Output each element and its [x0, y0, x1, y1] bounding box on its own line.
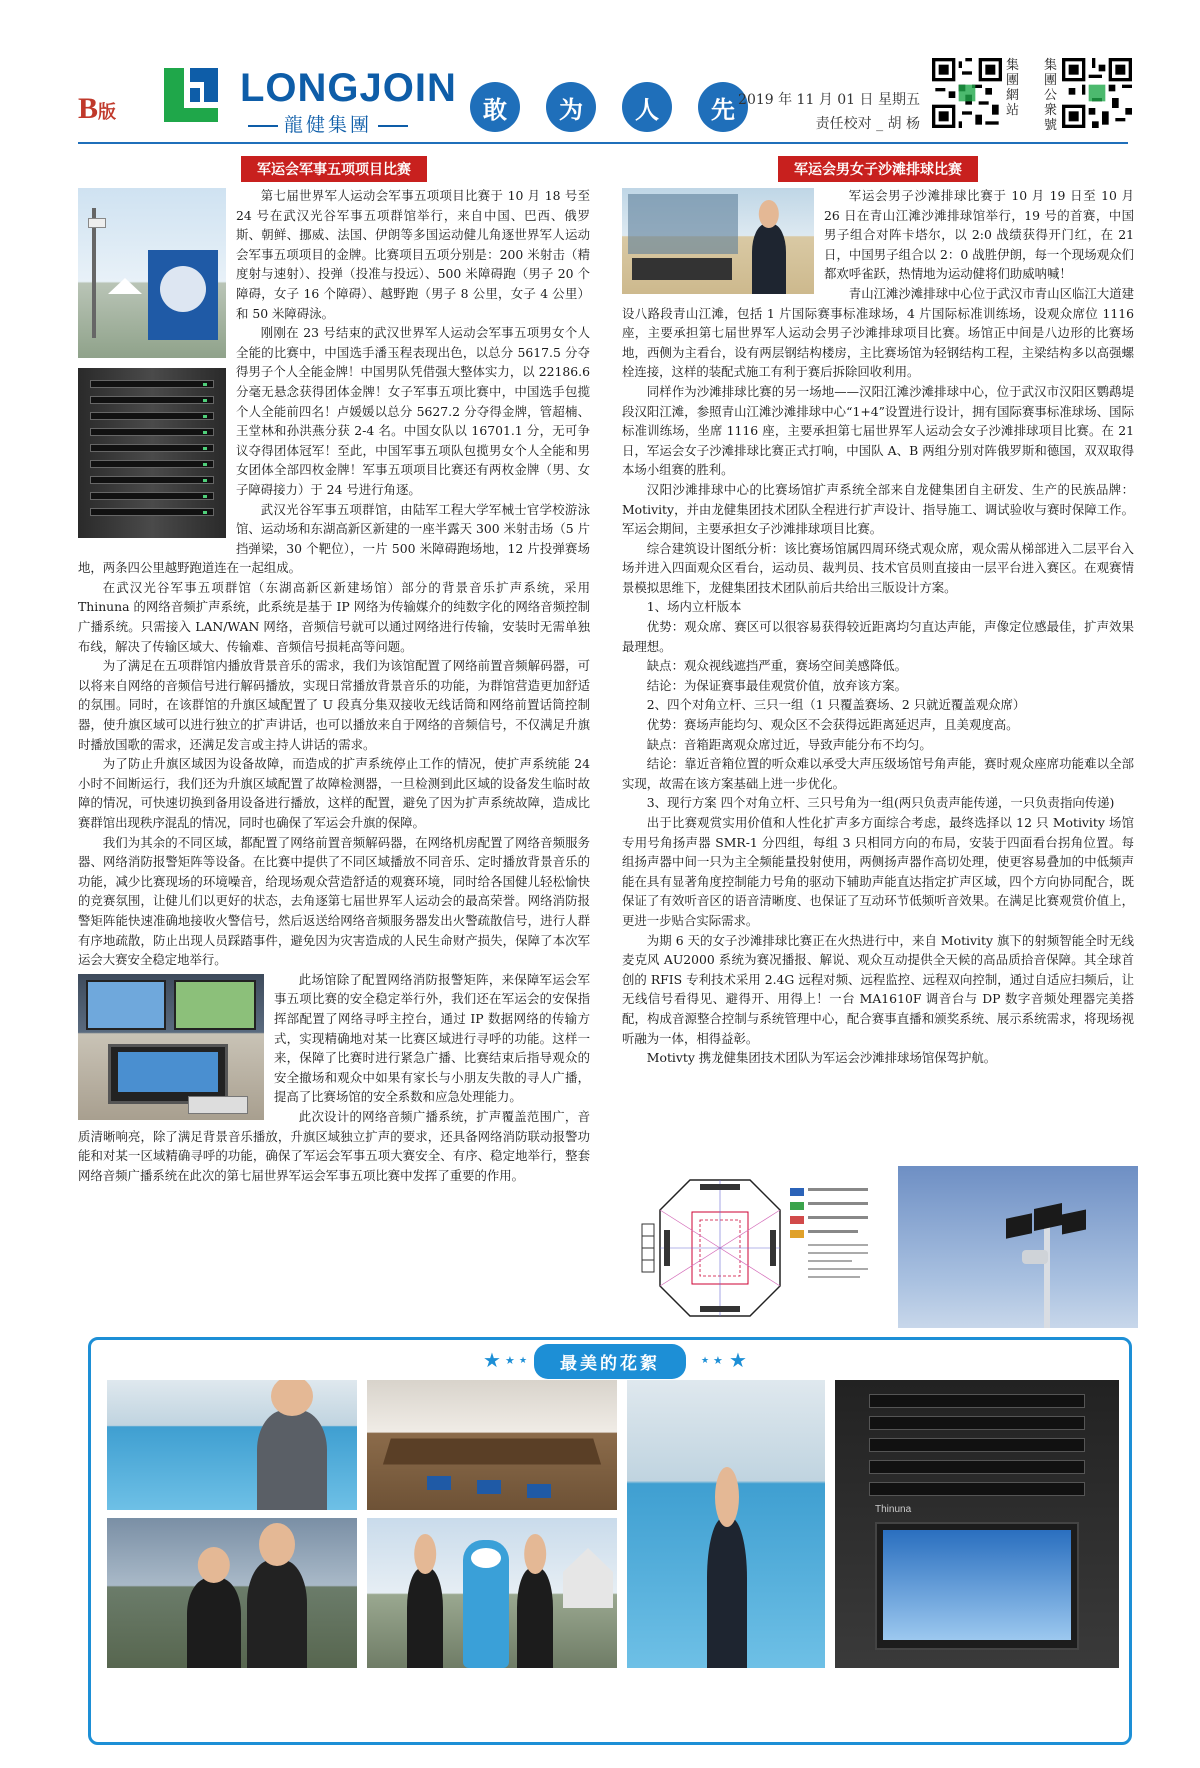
paragraph: 3、现行方案 四个对角立杆、三只号角为一组(两只负责声能传递，一只负责指向传递) [646, 795, 1115, 811]
company-logo [160, 62, 470, 136]
paragraph: 第七届世界军人运动会军事五项项目比赛于 10 月 18 号至 24 号在武汉光谷军事五项群馆举行，来自中国、巴西、俄罗斯、朝鲜、挪威、法国、伊朗等多国运动健儿角逐世界军人运动会军事五项项目的金牌。比赛项目五项分别是：200 米射击（精度射与速射）、投弹（投准与投远）、500 米障碍跑（男子 20 个障碍，女子 16 个障碍）、越野跑（男子 8 公里，女子 4 公里）和 50 米障碍泳。 [236, 188, 590, 321]
star-icon: ★ [701, 1356, 710, 1366]
stadium-lights-photo [898, 1166, 1138, 1328]
article-beach-volleyball [622, 156, 1134, 1068]
article-photo [78, 368, 226, 538]
star-icon: ★ [519, 1356, 528, 1366]
logo-english: LONGJOIN [240, 66, 457, 110]
article-title: 军运会男女子沙滩排球比赛 [778, 156, 978, 182]
gallery-photo [627, 1380, 825, 1668]
slogan-char: 先 [698, 82, 748, 132]
slogan [470, 82, 748, 132]
gallery-photo [367, 1518, 617, 1668]
star-icon: ★ [483, 1348, 501, 1372]
qr-wechat-label: 集團公衆號 [1044, 58, 1058, 133]
qr-code-icon [1062, 58, 1132, 128]
slogan-char: 敢 [470, 82, 520, 132]
editor-credit: 责任校对 _ 胡 杨 [815, 116, 920, 132]
photo-gallery [88, 1337, 1132, 1745]
slogan-char: 人 [622, 82, 672, 132]
paragraph: 军运会男子沙滩排球比赛于 10 月 19 日至 10 月 26 日在青山江滩沙滩排球馆举行，19 号的首赛，中国男子组合对阵卡塔尔，以 2:0 战绩获得开门红，在 21 日，中国男子组合以 2：0 战胜伊朗，每一个现场观众们都欢呼雀跃，热情地为运动健将们助威呐喊！ [824, 188, 1134, 282]
article-military-pentathlon [78, 156, 590, 1185]
gallery-title: 最美的花絮 [534, 1344, 686, 1379]
paragraph: 为期 6 天的女子沙滩排球比赛正在火热进行中，来自 Motivity 旗下的射频智能全时无线麦克风 AU2000 系统为赛况播报、解说、观众互动提供全天候的高品质拾音保障。其全球首创的 RFIS 专利技术采用 2.4G 远程对频、远程监控、远程双向控制，通过自适应扫频后，让无线信号看得见、避得开、用得上！一台 MA1610F 调音台与 DP 数字音频处理器完美搭配，构成音源整合控制与系统管理中心，配合赛事直播和颁奖系统、展示系统需求，将现场视听融为一体，相得益彰。 [622, 932, 1134, 1046]
rack-brand-label: Thinuna [875, 1504, 912, 1515]
paragraph: 结论：靠近音箱位置的听众难以承受大声压级场馆号角声能，赛时观众座席功能难以全部实现，故需在该方案基础上进一步优化。 [622, 756, 1134, 791]
paragraph: 为了防止升旗区域因为设备故障，而造成的扩声系统停止工作的情况，使扩声系统能 24 小时不间断运行，我们还为升旗区域配置了故障检测器，一旦检测到此区域的设备发生临时故障的情况，可快速切换到备用设备进行播放，这样的配置，避免了因为扩声系统故障，造成比赛群馆出现秩序混乱的情况，同时也确保了军运会升旗的保障。 [78, 756, 590, 830]
paragraph: 武汉光谷军事五项群馆，由陆军工程大学军械士官学校游泳馆、运动场和东湖高新区新建的一座半露天 300 米射击场（5 片挡弹梁，30 个靶位），一片 500 米障碍跑场地，12 片投弹赛场地，两条四公里越野跑道连在一起组成。 [78, 501, 590, 576]
paragraph: 出于比赛观赏实用价值和人性化扩声多方面综合考虑，最终选择以 12 只 Motivity 场馆专用号角扬声器 SMR-1 分四组，每组 3 只相同方向的布局，安装于四面看台拐角位置。每组扬声器中间一只为主全频能量投射使用，两侧扬声器作高切处理，使更容易叠加的中低频声能在具有显著角度控制能力号角的驱动下辅助声能直达指定扩声区域，四个方向协同配合，既保证了有效听音区的语音清晰度、也保证了互动环节低频听音效果。在满足比赛观赏价值上，更进一步贴合实际需求。 [622, 815, 1134, 928]
paragraph: 汉阳沙滩排球中心的比赛场馆扩声系统全部来自龙健集团自主研发、生产的民族品牌：Motivity，并由龙健集团技术团队全程进行扩声设计、指导施工、调试验收与赛时保障工作。军运会期间，主要承担女子沙滩排球项目比赛。 [622, 481, 1134, 537]
article-title: 军运会军事五项项目比赛 [241, 156, 427, 182]
gallery-photo [107, 1518, 357, 1668]
header-divider [78, 142, 1128, 144]
paragraph: 综合建筑设计图纸分析：该比赛场馆属四周环绕式观众席，观众需从梯部进入二层平台入场并进入四面观众区看台，运动员、裁判员、技术官员则直接由一层平台进入赛区。在观赛情景模拟思维下，龙健集团技术团队前后共给出三版设计方案。 [622, 540, 1134, 595]
paragraph: 2、四个对角立杆、三只一组（1 只覆盖赛场、2 只就近覆盖观众席） [646, 697, 1026, 713]
paragraph: 此场馆除了配置网络消防报警矩阵，来保障军运会军事五项比赛的安全稳定举行外，我们还在军运会的安保指挥部配置了网络寻呼主控台，通过 IP 数据网络的传输方式，实现精确地对某一比赛区域进行寻呼的功能。这样一来，保障了比赛时进行紧急广播、比赛结束后指导观众的安全撤场和观众中如果有家长与小朋友失散的寻人广播，提高了比赛场馆的安全系数和应急处理能力。 [274, 971, 590, 1105]
article-photo [78, 974, 264, 1120]
paragraph: 此次设计的网络音频广播系统，扩声覆盖范围广，音质清晰响亮，除了满足背景音乐播放，升旗区域独立扩声的要求，还具备网络消防联动报警功能和对某一区域精确寻呼的功能，确保了军运会军事五项大赛安全、有序、稳定地举行，整套网络音频广播系统在此次的第七届世界军运会军事五项比赛中发挥了重要的作用。 [78, 1108, 590, 1183]
star-icon: ★ [729, 1348, 747, 1372]
edition-label [78, 92, 116, 126]
issue-info [720, 88, 920, 136]
qr-code-icon [932, 58, 1002, 128]
logo-chinese: 龍健集團 [242, 110, 414, 137]
article-photo [622, 188, 814, 294]
paragraph: 缺点：观众视线遮挡严重，赛场空间美感降低。 [646, 658, 907, 674]
star-icon: ★ [505, 1354, 515, 1367]
paragraph: 同样作为沙滩排球比赛的另一场地——汉阳江滩沙滩排球中心，位于武汉市汉阳区鹦鹉堤段汉阳江滩，参照青山江滩沙滩排球中心“1+4”设置进行设计，拥有国际赛事标准球场、国际标准训练场，坐席 1116 座，主要承担第七届世界军人运动会女子沙滩排球项目比赛。在 21 日，军运会女子沙滩排球比赛正式打响，中国队 A、B 两组分别对阵俄罗斯和德国，双双取得本场小组赛的胜利。 [622, 383, 1134, 478]
paragraph: 我们为其余的不同区域，都配置了网络前置音频解码器，在网络机房配置了网络音频服务器、网络消防报警矩阵等设备。在比赛中提供了不同区域播放不同音乐、定时播放背景音乐的功能，减少比赛现场的环境噪音，给现场观众营造舒适的观赛环境，同时给各国健儿轻松愉快的竞赛氛围，让健儿们以更好的状态，去角逐第七届世界军人运动会的最高荣誉。网络消防报警矩阵能快速准确地接收火警信号，然后返送给网络音频服务器发出火警疏散信号，进行人群有序地疏散，防止出现人员踩踏事件，避免因为灾害造成的人民生命财产损失，保障了本次军运会大赛安全稳定地举行。 [78, 834, 590, 968]
gallery-photo [107, 1380, 357, 1510]
star-icon: ★ [713, 1354, 723, 1367]
edition-suffix: 版 [98, 102, 117, 122]
article-photo [78, 188, 226, 358]
paragraph: 结论：为保证赛事最佳观赏价值，放弃该方案。 [646, 677, 907, 693]
paragraph: 在武汉光谷军事五项群馆（东湖高新区新建场馆）部分的背景音乐扩声系统，采用 Thinuna 的网络音频扩声系统，此系统是基于 IP 网络为传输媒介的纯数字化的网络音频控制广播系统。只需接入 LAN/WAN 网络，音频信号就可以通过网络进行传输，安装时无需单独布线，解决了传输区域大、传输难、音频信号损耗高等问题。 [78, 579, 590, 654]
paragraph: 为了满足在五项群馆内播放背景音乐的需求，我们为该馆配置了网络前置音频解码器，可以将来自网络的音频信号进行解码播放，实现日常播放背景音乐的功能，为群馆营造更加舒适的氛围。同时，在该群馆的升旗区域配置了 U 段真分集双接收无线话筒和网络前置话筒控制器，使升旗区域可以进行独立的扩声讲话，也可以播放来自于网络的音频信号，不仅满足升旗时播放国歌的需求，还满足发言或主持人讲话的需求。 [78, 658, 590, 752]
speaker-layout-diagram [640, 1174, 880, 1322]
paragraph: 刚刚在 23 号结束的武汉世界军人运动会军事五项男女个人全能的比赛中，中国选手潘玉程表现出色，以总分 5617.5 分夺得男子个人全能金牌！中国男队凭借强大整体实力，以 22186.6 分毫无悬念获得团体金牌！女子军事五项比赛中，中国选手包揽个人全能前四名！卢媛媛以总分 5627.2 分夺得金牌，管超楠、王堂林和孙洪燕分获 2-4 名。中国女队以 16701.1 分，无可争议夺得团体冠军！至此，中国军事五项队包揽男女个人全能和男女团体全部四枚金牌！军事五项项目比赛还有两枚金牌（男、女子障碍接力）于 24 号进行角逐。 [236, 325, 590, 497]
gallery-photo [835, 1380, 1119, 1668]
issue-date: 2019 年 11 月 01 日 星期五 [738, 92, 920, 108]
paragraph: Motivty 携龙健集团技术团队为军运会沙滩排球场馆保驾护航。 [646, 1050, 997, 1066]
qr-website-label: 集團網站 [1006, 58, 1020, 118]
paragraph: 1、场内立杆版本 [646, 599, 742, 615]
paragraph: 优势：观众席、赛区可以很容易获得较近距离均匀直达声能，声像定位感最佳，扩声效果最理想。 [622, 619, 1134, 654]
longjoin-logo-icon [160, 64, 222, 126]
slogan-char: 为 [546, 82, 596, 132]
edition-letter: B [78, 92, 99, 125]
paragraph: 缺点：音箱距离观众席过近，导致声能分布不均匀。 [646, 736, 932, 752]
paragraph: 青山江滩沙滩排球中心位于武汉市青山区临江大道建设八路段青山江滩，包括 1 片国际赛事标准球场，4 片国际标准训练场，设观众席位 1116 座，主要承担第七届世界军人运动会男子沙滩排球项目比赛。场馆正中间是八边形的比赛场地，西侧为主看台，设有两层钢结构楼房，主比赛场馆为轻钢结构工程，主梁结构多以高强螺栓连接，这样的装配式施工有利于赛后拆除回收利用。 [622, 285, 1134, 380]
gallery-photo [367, 1380, 617, 1510]
paragraph: 优势：赛场声能均匀、观众区不会获得远距离延迟声，且美观度高。 [646, 717, 1019, 733]
